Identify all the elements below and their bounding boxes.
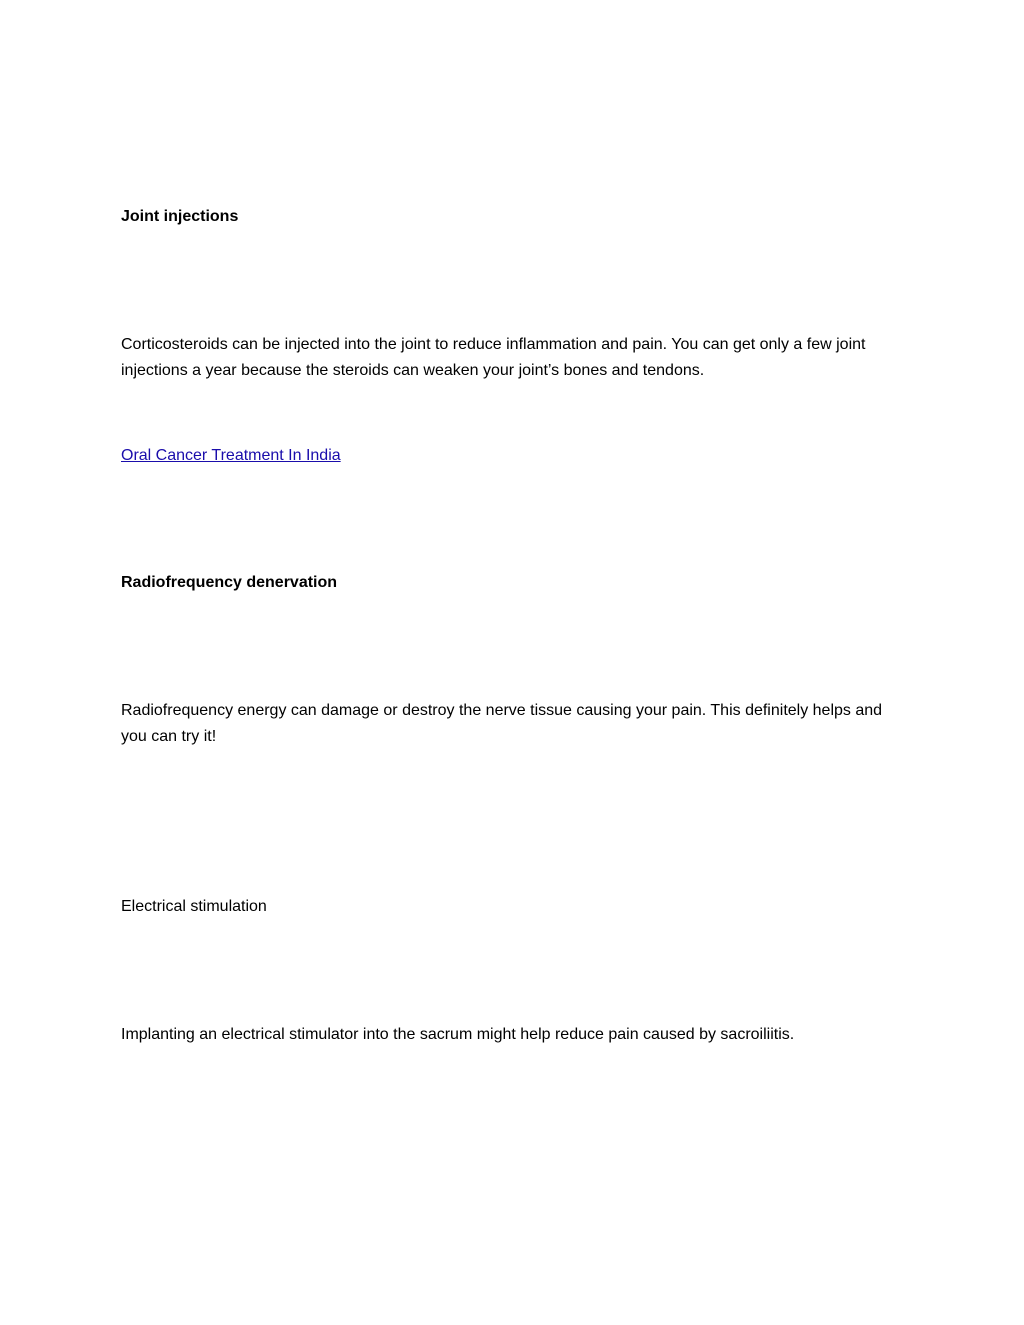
section-heading-joint-injections: Joint injections: [121, 208, 239, 225]
link-paragraph: [121, 443, 901, 469]
paragraph-electrical-stimulation: Implanting an electrical stimulator into the sacrum might help reduce pain caused by sacroiliitis.: [121, 1026, 795, 1043]
paragraph-radiofrequency-denervation: Radiofrequency energy can damage or destroy the nerve tissue causing your pain. This definitely helps and you can try it!: [121, 702, 883, 745]
oral-cancer-treatment-link[interactable]: Oral Cancer Treatment In India: [121, 447, 341, 464]
section-heading-radiofrequency-denervation: Radiofrequency denervation: [121, 574, 338, 591]
section-heading-electrical-stimulation: Electrical stimulation: [121, 898, 267, 915]
paragraph-joint-injections: Corticosteroids can be injected into the joint to reduce inflammation and pain. You can get only a few joint injections a year because the steroids can weaken your joint’s bones and tendons.: [121, 336, 866, 379]
